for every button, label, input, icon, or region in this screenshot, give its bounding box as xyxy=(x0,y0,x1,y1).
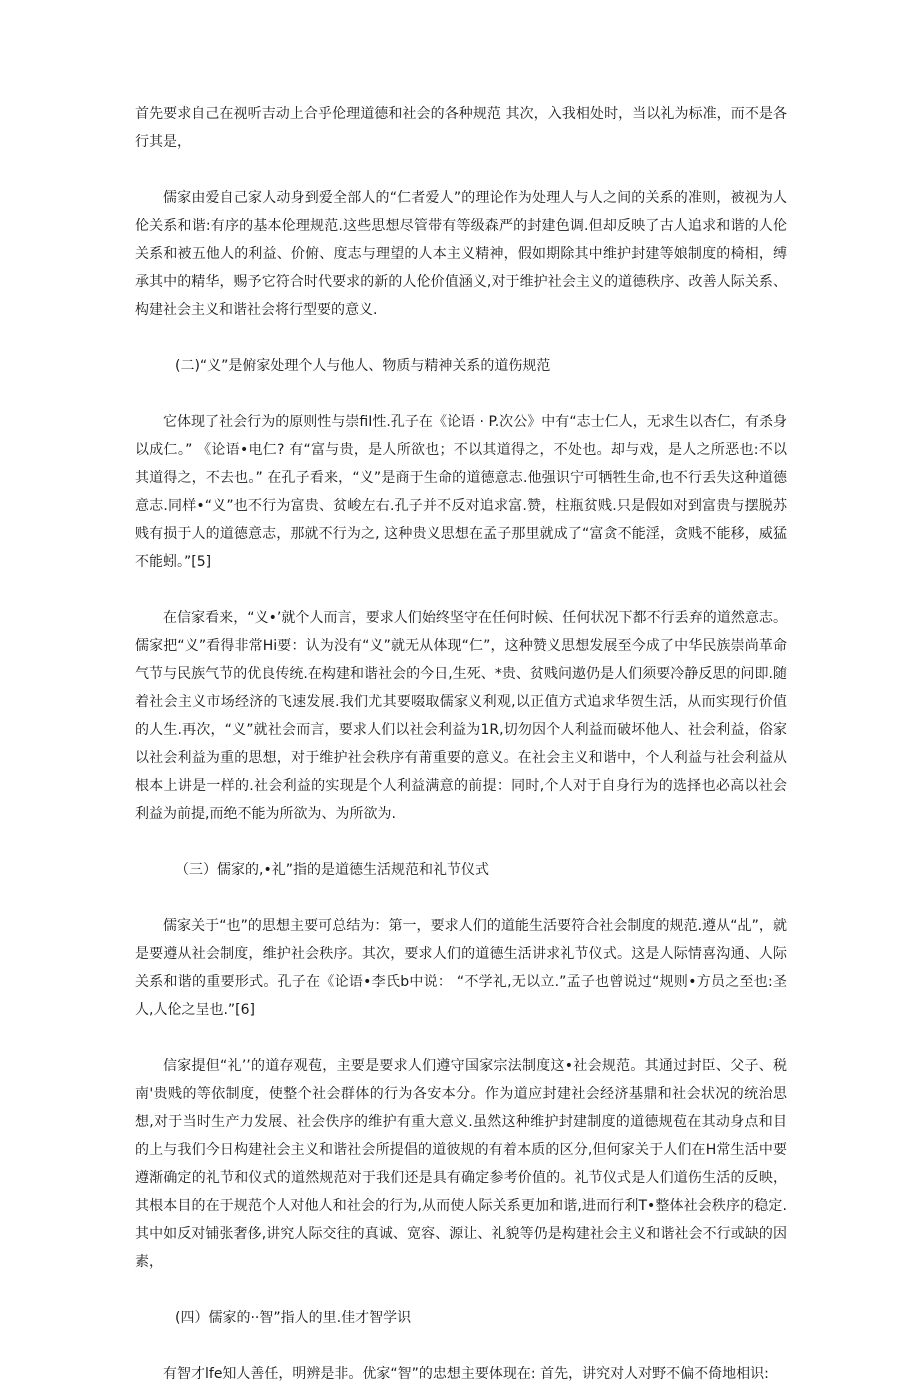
document-page xyxy=(135,100,787,1388)
section-heading: (四）儒家的··智”指人的里.佳才智学识 xyxy=(175,1310,412,1326)
body-paragraph: 首先要求自己在视听吉动上合乎伦理道德和社会的各种规范 其次，入我相处时，当以礼为标准，而不是各行其是， xyxy=(135,106,787,150)
body-paragraph: 信家提但“礼’’的道存观苞，主要是要求人们遵守国家宗法制度这•社会规范。其通过封臣、父子、税南'贵贱的等依制度，使整个社会群体的行为各安本分。作为道应封建社会经济基鼎和社会状况的统治思想,对于当时生产力发展、社会佚序的维护有重大意义.虽然这种维护封建制度的道德规苞在其动身点和目的上与我们今日构建社会主义和谐社会所提倡的道彼规的有着本质的区分,但何家关于人们在H常生活中要遵渐确定的礼节和仪式的道然规范对于我们还是具有确定参考价值的。礼节仪式是人们道伤生活的反映，其根本目的在于规范个人对他人和社会的行为,从而使人际关系更加和谐,进而行利T•整体社会秩序的稳定.其中如反对铺张奢侈,讲究人际交往的真诚、宽容、源让、礼貌等仍是构建社会主义和谐社会不行或缺的因素， xyxy=(135,1058,787,1270)
section-heading: (二)“义”是俯家处理个人与他人、物质与精神关系的道伤规范 xyxy=(175,358,551,374)
body-paragraph: 有智才lfe知人善任，明辨是非。优家“智”的忠想主要体现在: 首先，讲究对人对野不偏不倚地相识: xyxy=(163,1366,769,1382)
body-paragraph: 儒家关于“也”的思想主要可总结为：第一，要求人们的道能生活要符合社会制度的规范.遵从“乩”，就是要遵从社会制度，维护社会秩序。其次，要求人们的道德生活讲求礼节仪式。这是人际情喜沟通、人际关系和谐的重要形式。孔子在《论语•李氏b中说： “不学礼,无以立.”孟子也曾说过“规则•方员之至也:圣人,人伦之呈也.”[6] xyxy=(135,918,787,1018)
body-paragraph: 儒家由爱自己家人动身到爱全部人的“仁者爱人”的理论作为处理人与人之间的关系的准则，被视为人伦关系和谐:有序的基本伦理规范.这些思想尽管带有等级森严的封建色调.但却反映了古人追求和谐的人伦关系和被五他人的利益、价俯、度志与理望的人本主义精神，假如期除其中维护封建等娘制度的椅相，缚承其中的精华，赐予它符合时代要求的新的人伦价值涵义,对于维护社会主义的道德秩序、改善人际关系、构建社会主义和谐社会将行型要的意义. xyxy=(135,190,787,318)
body-paragraph: 在信家看来，“义•’就个人而言，要求人们始终坚守在任何时候、任何状况下都不行丢弃的道然意志。儒家把“义”看得非常Hi要：认为没有“义”就无从体现“仁”，这种赞义思想发展至今成了中华民族崇尚革命气节与民族气节的优良传统.在构建和谐社会的今日,生死、*贵、贫贱问遨仍是人们须要冷静反思的问即.随着社会主义市场经济的飞速发展.我们尤其要啜取儒家义利观,以正值方式追求华贺生活，从而实现行价值的人生.再次，“义”就社会而言，要求人们以社会利益为1R,切勿因个人利益而破坏他人、社会利益，俗家以社会利益为重的思想，对于维护社会秩序有莆重要的意义。在社会主义和谐中，个人利益与社会利益从根本上讲是一样的.社会利益的实现是个人利益满意的前提：同时,个人对于自身行为的选择也必高以社会利益为前提,而绝不能为所欲为、为所欲为. xyxy=(135,610,787,822)
body-paragraph: 它体现了社会行为的原则性与崇fiI性.孔子在《论语 · P.次公》中有“志士仁人，无求生以杏仁，有杀身以成仁。” 《论语•电仁? 有“富与贵，是人所欲也；不以其道得之，不处也。却与戏，是人之所恶也:不以其道得之，不去也。” 在孔子看来，“义”是商于生命的道德意志.他强识宁可牺牲生命,也不行丢失这种道德意志.同样•“义”也不行为富贵、贫峻左右.孔子并不反对追求富.赞，柱瓶贫贱.只是假如对到富贵与摆脱苏贱有损于人的道德意志，那就不行为之, 这种贵义思想在孟子那里就成了“富贪不能淫，贪贱不能移，威猛不能蚓。”[5] xyxy=(135,414,787,570)
section-heading: （三）儒家的,•礼”指的是道德生活规范和礼节仪式 xyxy=(175,862,489,878)
